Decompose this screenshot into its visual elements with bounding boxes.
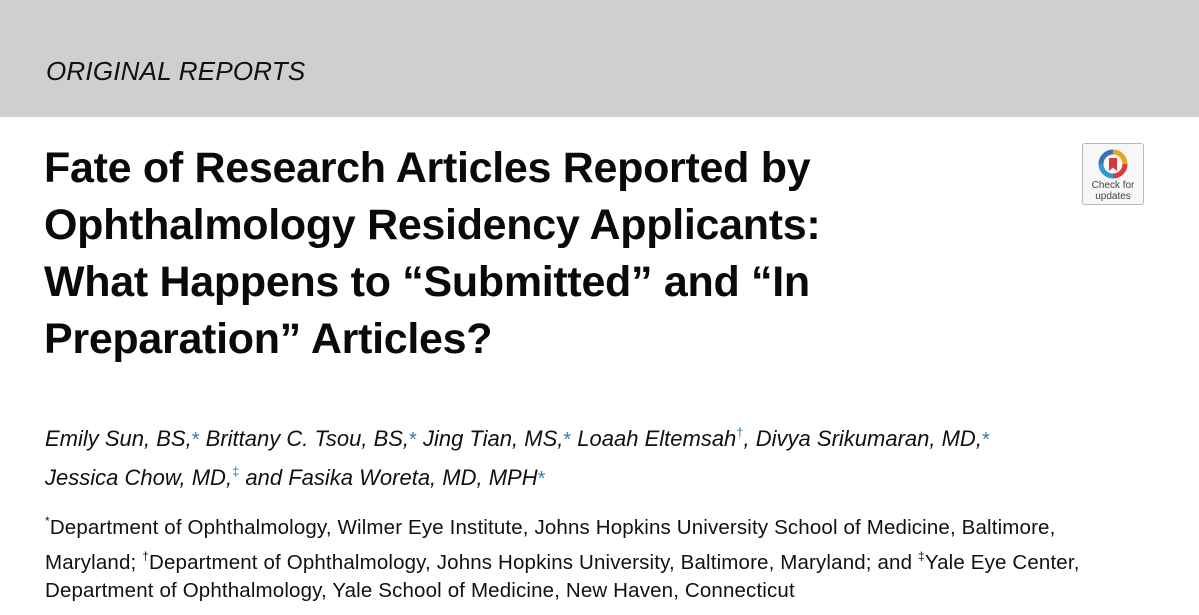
affiliations (45, 507, 1165, 605)
affiliation-text: Maryland; (45, 551, 143, 574)
affiliation-marker: * (981, 429, 990, 451)
author-line (45, 417, 1155, 456)
author-list (45, 417, 1155, 495)
badge-label: updates (1095, 191, 1131, 202)
affiliation-text: Department of Ophthalmology, Johns Hopkins University, Baltimore, Maryland; and (149, 551, 918, 574)
affiliation-marker: * (563, 429, 572, 451)
affiliation-marker: † (142, 549, 150, 563)
affiliation-marker: * (537, 468, 546, 490)
affiliation-line (45, 542, 1165, 577)
affiliation-marker: * (409, 429, 417, 451)
affiliation-marker: † (736, 425, 744, 440)
title-line: Preparation” Articles? (44, 315, 493, 363)
title-line: Fate of Research Articles Reported by (44, 144, 811, 192)
affiliation-line (45, 507, 1165, 542)
badge-label: Check for (1091, 180, 1135, 191)
affiliation-line: Department of Ophthalmology, Yale School of Medicine, New Haven, Connecticut (45, 579, 795, 602)
separator: , (743, 426, 750, 451)
author-line (45, 456, 1155, 495)
section-header-band (0, 0, 1199, 117)
author-name: Loaah Eltemsah (577, 426, 737, 451)
author-name: Emily Sun, BS, (45, 426, 192, 451)
affiliation-marker: ‡ (918, 549, 925, 563)
check-for-updates-button[interactable] (1082, 143, 1144, 205)
affiliation-marker: * (45, 514, 50, 528)
affiliation-text: Department of Ophthalmology, Wilmer Eye Institute, Johns Hopkins University School of Medicine, Baltimore, (49, 516, 1056, 539)
affiliation-marker: * (191, 429, 200, 451)
title-line: What Happens to “Submitted” and “In (44, 258, 810, 306)
crossmark-icon (1098, 149, 1128, 179)
article-title (44, 140, 1054, 368)
author-name: and Fasika Woreta, MD, MPH (245, 465, 538, 490)
title-line: Ophthalmology Residency Applicants: (44, 201, 821, 249)
author-name: Jessica Chow, MD, (45, 465, 233, 490)
author-name: Jing Tian, MS, (422, 426, 564, 451)
author-name: Divya Srikumaran, MD, (755, 426, 982, 451)
affiliation-text: Yale Eye Center, (924, 551, 1080, 574)
section-label: ORIGINAL REPORTS (46, 56, 306, 86)
affiliation-marker: ‡ (232, 464, 240, 479)
author-name: Brittany C. Tsou, BS, (205, 426, 410, 451)
